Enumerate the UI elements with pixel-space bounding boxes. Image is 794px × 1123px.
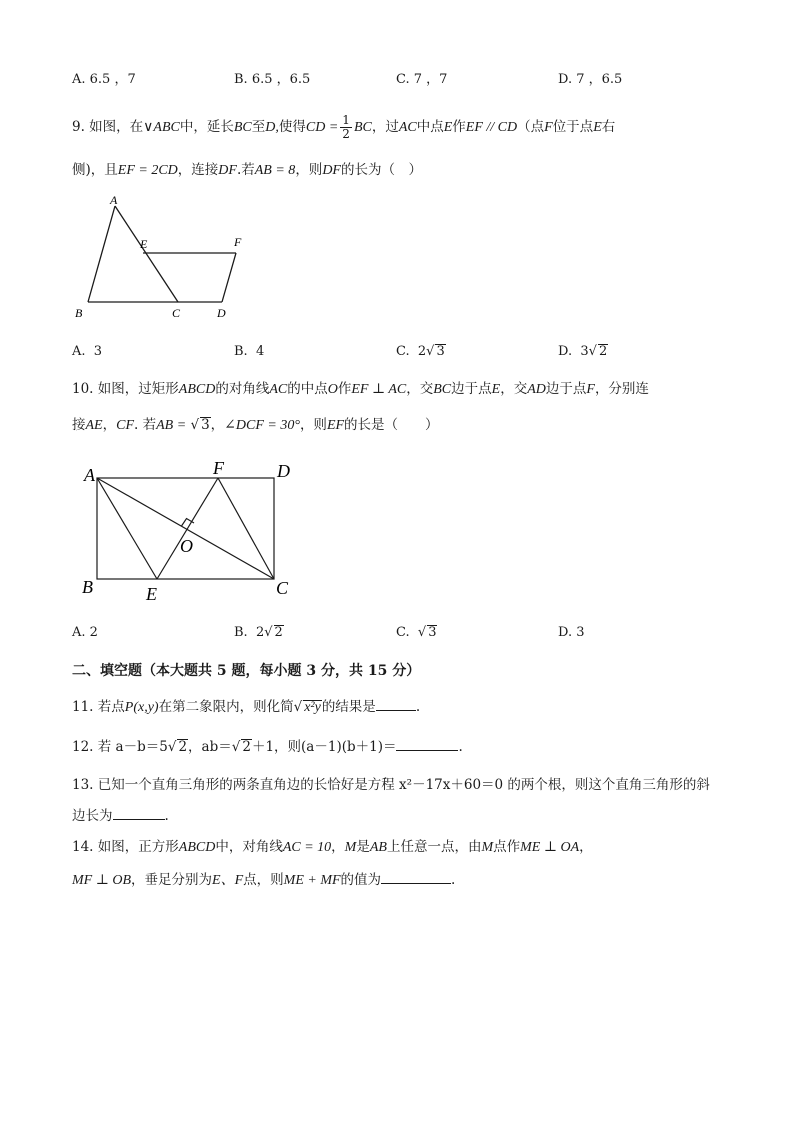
q9-label-d: D	[217, 306, 226, 320]
q10-option-c: C. √ 3	[396, 625, 437, 640]
q10-label-b: B	[82, 577, 93, 597]
q14-answer-blank[interactable]	[381, 871, 451, 884]
q9-segment-ac	[115, 206, 178, 302]
q12: 12. 若 a－b＝5√ 2，ab＝√ 2＋1，则(a－1)(b＋1)＝ .	[72, 739, 463, 755]
section-heading: 二、填空题（本大题共 5 题，每小题 3 分，共 15 分）	[72, 663, 421, 679]
q10-diagonal-ac	[97, 478, 274, 579]
q8-option-d: D. 7 ，6.5	[558, 72, 623, 87]
q9-stem-line1: 9. 如图，在∨ABC中，延长BC至D,使得CD = $\frac{1}{2}$ BC，过AC中点E作EF // CD（点F位于点E右	[72, 113, 616, 141]
q9-figure	[70, 192, 260, 326]
q10-right-angle-mark	[182, 519, 195, 527]
q9-option-d: D. 3√ 2	[558, 344, 608, 359]
q9-label-c: C	[172, 306, 181, 320]
q12-answer-blank[interactable]	[396, 738, 458, 751]
q9-label-a: A	[110, 193, 118, 207]
q10-segment-ef	[157, 478, 218, 579]
q10-label-c: C	[276, 578, 289, 598]
q10-option-d: D. 3	[558, 625, 585, 640]
q10-figure	[78, 456, 300, 606]
q10-segment-ae	[97, 478, 157, 579]
q8-option-c: C. 7 ，7	[396, 72, 448, 87]
q10-label-a: A	[84, 465, 95, 485]
q10-segment-fc	[218, 478, 274, 579]
q9-segment-df	[222, 253, 236, 302]
q13-line2: 边长为 .	[72, 808, 169, 824]
q9-option-b: B. 4	[234, 344, 265, 359]
q14-line2: MF ⊥ OB，垂足分别为E、F点，则ME + MF的值为 .	[72, 872, 456, 888]
q10-option-b: B. 2√ 2	[234, 625, 283, 640]
q9-option-a: A. 3	[72, 344, 103, 359]
q9-label-e: E	[140, 237, 148, 251]
q13-answer-blank[interactable]	[113, 807, 165, 820]
q9-label-b: B	[75, 306, 83, 320]
q10-label-e: E	[146, 584, 157, 604]
q9-option-c: C. 2√ 3	[396, 344, 445, 359]
q11-answer-blank[interactable]	[376, 698, 416, 711]
q10-stem-line2: 接AE，CF. 若AB = √ 3，∠DCF = 30°，则EF的长是（ ）	[72, 417, 439, 433]
q11: 11. 若点P(x,y)在第二象限内，则化简√ x²y的结果是 .	[72, 699, 421, 715]
q9-stem-line2: 侧)，且EF = 2CD，连接DF.若AB = 8，则DF的长为（ ）	[72, 162, 422, 178]
q14-line1: 14. 如图，正方形ABCD中，对角线AC = 10，M是AB上任意一点，由M点作ME ⊥ OA，	[72, 839, 593, 855]
q8-option-a: A. 6.5 ，7	[72, 72, 136, 87]
q10-stem-line1: 10. 如图，过矩形ABCD的对角线AC的中点O作EF ⊥ AC，交BC边于点E，交AD边于点F，分别连	[72, 381, 649, 397]
q10-option-a: A. 2	[72, 625, 98, 640]
q13-line1: 13. 已知一个直角三角形的两条直角边的长恰好是方程 x²－17x＋60＝0 的两个根，则这个直角三角形的斜	[72, 777, 710, 793]
q9-label-f: F	[234, 235, 242, 249]
q10-label-f: F	[213, 458, 224, 478]
q8-option-b: B. 6.5 ，6.5	[234, 72, 311, 87]
q10-label-d: D	[277, 461, 290, 481]
q10-label-o: O	[180, 536, 193, 556]
q9-fraction: $\frac{1}{2}$	[342, 113, 350, 141]
q9-segment-ab	[88, 206, 115, 302]
